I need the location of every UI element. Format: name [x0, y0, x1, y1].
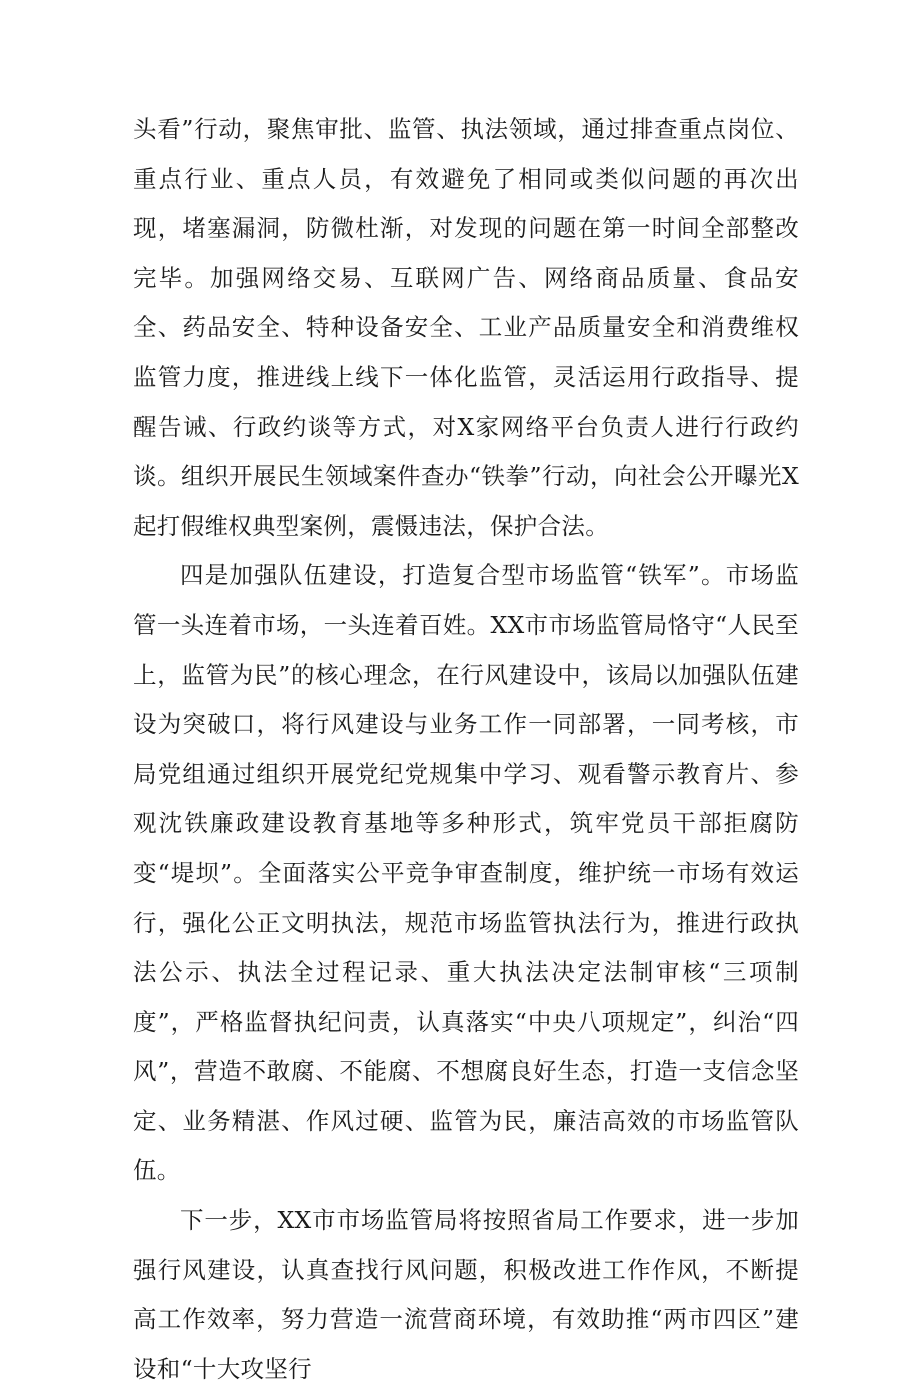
paragraph-team-building: 四是加强队伍建设，打造复合型市场监管“铁军”。市场监管一头连着市场，一头连着百姓。XX市市场监管局恪守“人民至上，监管为民”的核心理念，在行风建设中，该局以加强队伍建设为突破口，将行风建设与业务工作一同部署，一同考核，市局党组通过组织开展党纪党规集中学习、观看警示教育片、参观沈铁廉政建设教育基地等多种形式，筑牢党员干部拒腐防变“堤坝”。全面落实公平竞争审查制度，维护统一市场有效运行，强化公正文明执法，规范市场监管执法行为，推进行政执法公示、执法全过程记录、重大执法决定法制审核“三项制度”，严格监督执纪问责，认真落实“中央八项规定”，纠治“四风”，营造不敢腐、不能腐、不想腐良好生态，打造一支信念坚定、业务精湛、作风过硬、监管为民，廉洁高效的市场监管队伍。: [133, 561, 799, 1185]
paragraph-continued: 头看”行动，聚焦审批、监管、执法领域，通过排查重点岗位、重点行业、重点人员，有效避免了相同或类似问题的再次出现，堵塞漏洞，防微杜渐，对发现的问题在第一时间全部整改完毕。加强网络交易、互联网广告、网络商品质量、食品安全、药品安全、特种设备安全、工业产品质量安全和消费维权监管力度，推进线上线下一体化监管，灵活运用行政指导、提醒告诫、行政约谈等方式，对X家网络平台负责人进行行政约谈。组织开展民生领域案件查办“铁拳”行动，向社会公开曝光X起打假维权典型案例，震慑违法，保护合法。: [133, 115, 799, 540]
paragraph-next-step: 下一步，XX市市场监管局将按照省局工作要求，进一步加强行风建设，认真查找行风问题，积极改进工作作风，不断提高工作效率，努力营造一流营商环境，有效助推“两市四区”建设和“十大攻坚行: [133, 1206, 799, 1383]
document-body: [133, 105, 799, 1394]
